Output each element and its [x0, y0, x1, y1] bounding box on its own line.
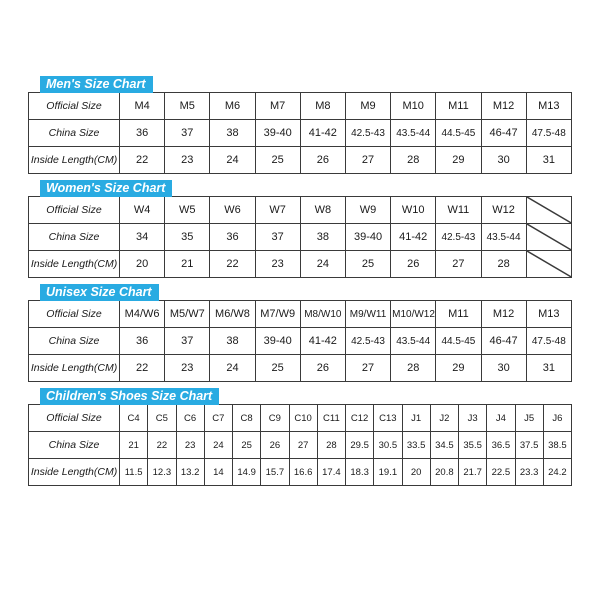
table-cell: 43.5-44	[391, 328, 436, 355]
table-row	[29, 224, 572, 251]
diagonal-slash-icon	[527, 197, 571, 223]
table-cell: 28	[481, 251, 526, 278]
table-cell: 20	[120, 251, 165, 278]
table-cell: 23	[165, 355, 210, 382]
table-cell: 17.4	[317, 459, 345, 486]
table-cell: 27	[345, 147, 390, 174]
table-cell: 34.5	[430, 432, 458, 459]
row-label: Inside Length(CM)	[29, 459, 120, 486]
table-cell: 11.5	[120, 459, 148, 486]
table-cell: 34	[120, 224, 165, 251]
table-cell: M6	[210, 93, 255, 120]
table-cell: J1	[402, 405, 430, 432]
size-table	[28, 404, 572, 486]
table-cell: 42.5-43	[436, 224, 481, 251]
table-cell: 39-40	[255, 120, 300, 147]
table-cell: 30.5	[374, 432, 402, 459]
table-cell: 38	[210, 328, 255, 355]
table-cell: W6	[210, 197, 255, 224]
table-cell: 22	[120, 147, 165, 174]
table-cell: 23.3	[515, 459, 543, 486]
table-cell: 36	[120, 120, 165, 147]
chart-title-wrap	[28, 180, 572, 197]
size-table	[28, 300, 572, 382]
table-cell: 37	[165, 120, 210, 147]
table-cell: 27	[345, 355, 390, 382]
table-cell: 25	[255, 147, 300, 174]
table-cell: 30	[481, 355, 526, 382]
chart-title-wrap	[28, 76, 572, 93]
table-cell: 12.3	[148, 459, 176, 486]
size-chart-childrens	[28, 388, 572, 486]
table-cell: M13	[526, 301, 571, 328]
table-cell: 26	[300, 147, 345, 174]
table-cell-empty	[526, 197, 571, 224]
diagonal-slash-icon	[527, 251, 571, 277]
table-cell: J6	[543, 405, 571, 432]
table-cell: 28	[391, 147, 436, 174]
table-cell: 29	[436, 355, 481, 382]
table-row	[29, 405, 572, 432]
table-cell: 44.5-45	[436, 120, 481, 147]
table-row	[29, 120, 572, 147]
table-cell: 37	[165, 328, 210, 355]
table-cell: 23	[255, 251, 300, 278]
table-cell: 35.5	[459, 432, 487, 459]
row-label: China Size	[29, 120, 120, 147]
table-cell: 22.5	[487, 459, 515, 486]
table-cell: 38	[210, 120, 255, 147]
table-cell: C11	[317, 405, 345, 432]
table-cell: 33.5	[402, 432, 430, 459]
table-cell: 28	[391, 355, 436, 382]
size-chart-mens	[28, 76, 572, 174]
table-cell: C8	[233, 405, 261, 432]
table-row	[29, 355, 572, 382]
table-cell: J5	[515, 405, 543, 432]
table-cell: 42.5-43	[345, 328, 390, 355]
table-cell: 38.5	[543, 432, 571, 459]
table-cell: 16.6	[289, 459, 317, 486]
table-cell: 47.5-48	[526, 120, 571, 147]
table-cell: C4	[120, 405, 148, 432]
table-cell: 15.7	[261, 459, 289, 486]
table-cell: 26	[300, 355, 345, 382]
table-cell: M7/W9	[255, 301, 300, 328]
table-cell: 42.5-43	[345, 120, 390, 147]
table-cell: W8	[300, 197, 345, 224]
table-row	[29, 197, 572, 224]
table-cell: 38	[300, 224, 345, 251]
table-cell: M9/W11	[345, 301, 390, 328]
table-row	[29, 93, 572, 120]
chart-title-wrap	[28, 388, 572, 405]
table-cell: M10	[391, 93, 436, 120]
row-label: Official Size	[29, 405, 120, 432]
table-cell: 24	[210, 355, 255, 382]
table-cell: 47.5-48	[526, 328, 571, 355]
table-cell: W5	[165, 197, 210, 224]
table-cell: 39-40	[345, 224, 390, 251]
table-cell: 22	[148, 432, 176, 459]
table-cell: 24	[300, 251, 345, 278]
table-cell: J4	[487, 405, 515, 432]
table-cell: W12	[481, 197, 526, 224]
table-cell: 26	[261, 432, 289, 459]
table-cell: 35	[165, 224, 210, 251]
row-label: Inside Length(CM)	[29, 147, 120, 174]
table-cell: 30	[481, 147, 526, 174]
row-label: Official Size	[29, 197, 120, 224]
table-cell: 23	[165, 147, 210, 174]
table-cell: W7	[255, 197, 300, 224]
table-cell: 31	[526, 147, 571, 174]
table-cell: 25	[255, 355, 300, 382]
table-cell: C9	[261, 405, 289, 432]
row-label: China Size	[29, 328, 120, 355]
table-cell: M8	[300, 93, 345, 120]
table-cell: 13.2	[176, 459, 204, 486]
table-cell: C6	[176, 405, 204, 432]
table-cell: 43.5-44	[481, 224, 526, 251]
table-cell: 36.5	[487, 432, 515, 459]
table-cell: C7	[204, 405, 232, 432]
table-cell: 28	[317, 432, 345, 459]
table-cell: 46-47	[481, 120, 526, 147]
table-cell-empty	[526, 224, 571, 251]
table-cell: M10/W12	[391, 301, 436, 328]
table-cell: J2	[430, 405, 458, 432]
table-cell: W4	[120, 197, 165, 224]
table-cell: M12	[481, 301, 526, 328]
size-table	[28, 196, 572, 278]
table-cell: M7	[255, 93, 300, 120]
table-cell: W10	[391, 197, 436, 224]
row-label: Inside Length(CM)	[29, 251, 120, 278]
table-cell: 24	[204, 432, 232, 459]
table-cell: 20.8	[430, 459, 458, 486]
table-cell: M5	[165, 93, 210, 120]
table-cell: 37.5	[515, 432, 543, 459]
table-cell: 25	[345, 251, 390, 278]
table-cell: 14.9	[233, 459, 261, 486]
table-cell: 44.5-45	[436, 328, 481, 355]
chart-title: Children's Shoes Size Chart	[40, 388, 219, 405]
table-cell: 41-42	[391, 224, 436, 251]
table-cell: 23	[176, 432, 204, 459]
table-cell: M13	[526, 93, 571, 120]
table-cell: M6/W8	[210, 301, 255, 328]
table-row	[29, 459, 572, 486]
table-cell: 43.5-44	[391, 120, 436, 147]
table-cell: 27	[436, 251, 481, 278]
chart-title-wrap	[28, 284, 572, 301]
row-label: China Size	[29, 224, 120, 251]
table-cell: C5	[148, 405, 176, 432]
table-cell: 31	[526, 355, 571, 382]
table-cell: 46-47	[481, 328, 526, 355]
diagonal-slash-icon	[527, 224, 571, 250]
table-row	[29, 251, 572, 278]
size-chart-unisex	[28, 284, 572, 382]
table-cell: M9	[345, 93, 390, 120]
table-cell: 29	[436, 147, 481, 174]
table-cell: 21	[120, 432, 148, 459]
table-cell: 27	[289, 432, 317, 459]
table-cell: M8/W10	[300, 301, 345, 328]
table-cell: 24	[210, 147, 255, 174]
table-cell: 26	[391, 251, 436, 278]
table-cell: 29.5	[346, 432, 374, 459]
table-cell: 18.3	[346, 459, 374, 486]
table-cell: C13	[374, 405, 402, 432]
table-cell: 41-42	[300, 120, 345, 147]
chart-title: Men's Size Chart	[40, 76, 153, 93]
table-cell: 41-42	[300, 328, 345, 355]
table-cell: 22	[120, 355, 165, 382]
size-chart-sheet	[28, 76, 572, 492]
table-cell: C10	[289, 405, 317, 432]
table-cell: M11	[436, 93, 481, 120]
table-row	[29, 432, 572, 459]
row-label: Inside Length(CM)	[29, 355, 120, 382]
table-cell: C12	[346, 405, 374, 432]
table-cell: 24.2	[543, 459, 571, 486]
chart-title: Women's Size Chart	[40, 180, 172, 197]
table-cell-empty	[526, 251, 571, 278]
table-row	[29, 301, 572, 328]
chart-title: Unisex Size Chart	[40, 284, 159, 301]
table-cell: 36	[120, 328, 165, 355]
table-cell: 21	[165, 251, 210, 278]
table-cell: M5/W7	[165, 301, 210, 328]
table-cell: W9	[345, 197, 390, 224]
table-cell: 14	[204, 459, 232, 486]
table-cell: W11	[436, 197, 481, 224]
table-cell: M11	[436, 301, 481, 328]
table-cell: 37	[255, 224, 300, 251]
table-cell: 25	[233, 432, 261, 459]
row-label: Official Size	[29, 301, 120, 328]
table-cell: M12	[481, 93, 526, 120]
table-row	[29, 328, 572, 355]
table-cell: M4/W6	[120, 301, 165, 328]
table-cell: J3	[459, 405, 487, 432]
table-cell: 21.7	[459, 459, 487, 486]
table-cell: 20	[402, 459, 430, 486]
row-label: Official Size	[29, 93, 120, 120]
size-chart-womens	[28, 180, 572, 278]
table-cell: M4	[120, 93, 165, 120]
table-cell: 19.1	[374, 459, 402, 486]
table-cell: 36	[210, 224, 255, 251]
row-label: China Size	[29, 432, 120, 459]
table-cell: 22	[210, 251, 255, 278]
size-table	[28, 92, 572, 174]
table-cell: 39-40	[255, 328, 300, 355]
table-row	[29, 147, 572, 174]
